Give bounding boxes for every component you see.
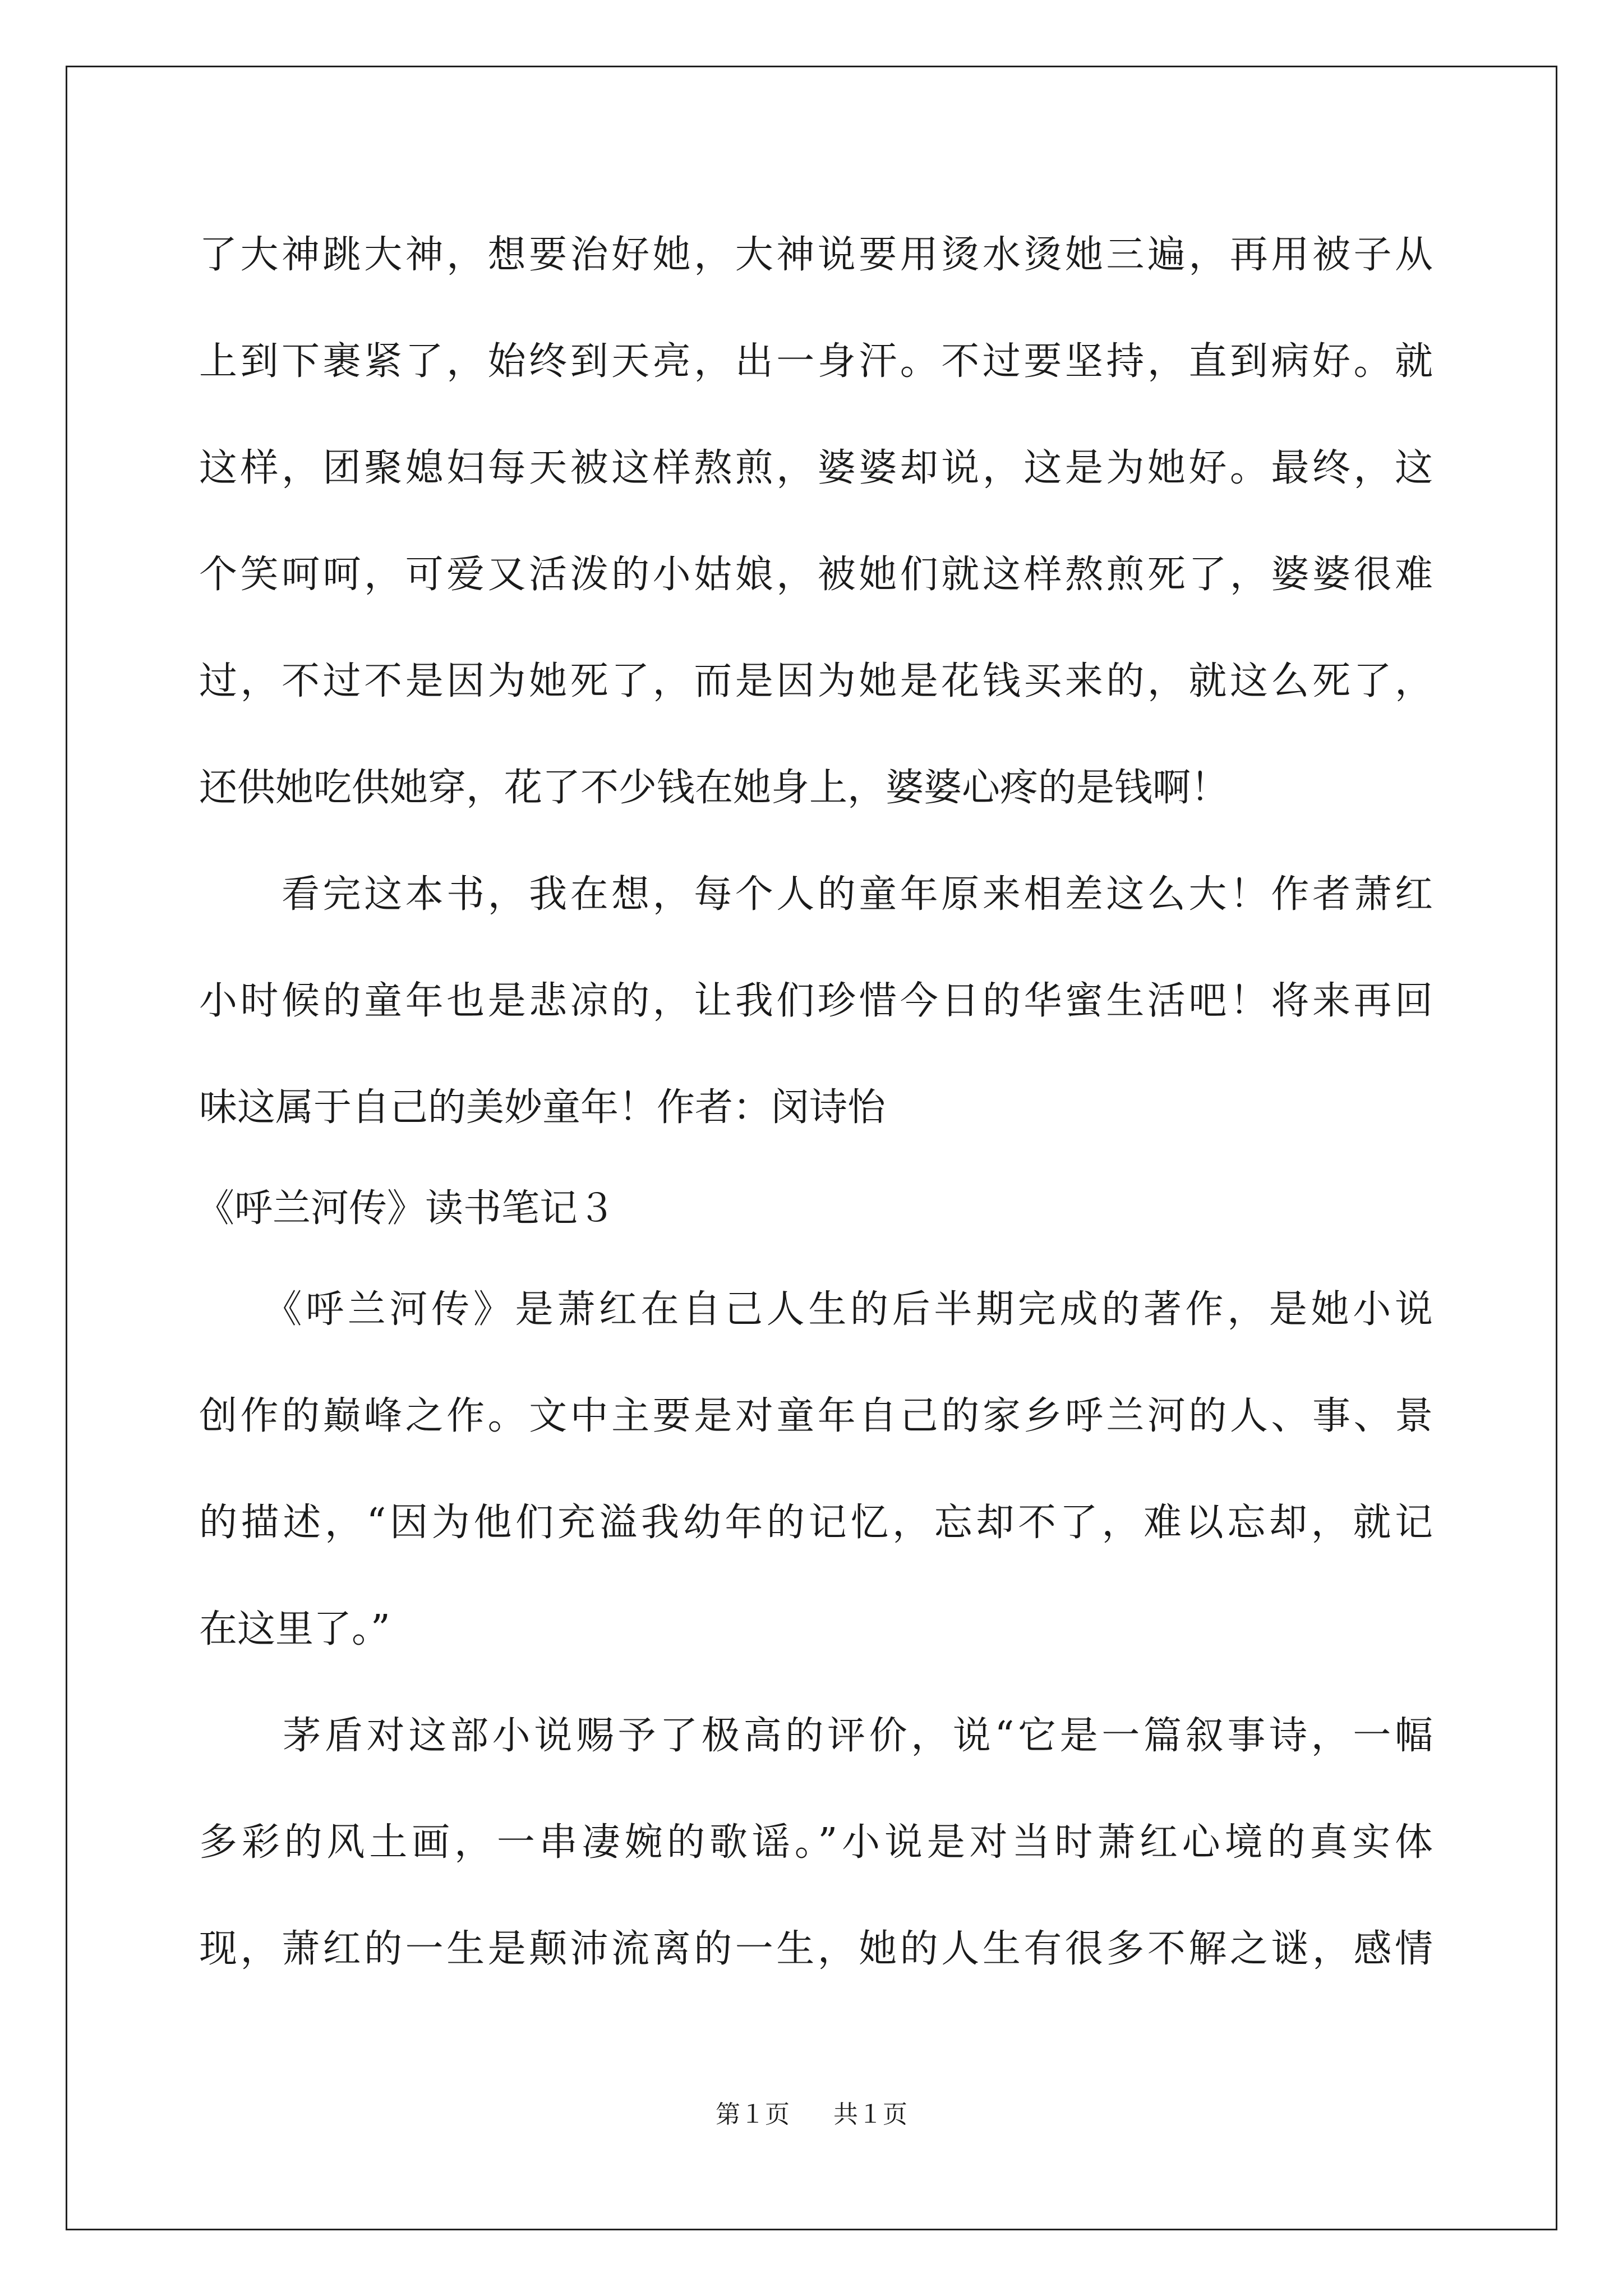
page-footer xyxy=(0,2098,1623,2132)
text-line: 还供她吃供她穿，花了不少钱在她身上，婆婆心疼的是钱啊！ xyxy=(199,766,1229,810)
text-line: 过，不过不是因为她死了，而是因为她是花钱买来的，就这么死了， xyxy=(199,659,1433,703)
text-line: 《呼兰河传》是萧红在自己人生的后半期完成的著作，是她小说 xyxy=(199,1287,1433,1332)
text-line: 了大神跳大神，想要治好她，大神说要用烫水烫她三遍，再用被子从 xyxy=(199,233,1433,277)
text-line: 个笑呵呵，可爱又活泼的小姑娘，被她们就这样熬煎死了，婆婆很难 xyxy=(199,553,1433,597)
text-line: 现，萧红的一生是颠沛流离的一生，她的人生有很多不解之谜，感情 xyxy=(199,1927,1433,1971)
page-number: 第１页 xyxy=(716,2100,790,2129)
text-line: 的描述，“因为他们充溢我幼年的记忆，忘却不了，难以忘却，就记 xyxy=(199,1501,1433,1545)
page-total: 共１页 xyxy=(833,2100,907,2129)
text-line: 创作的巅峰之作。文中主要是对童年自己的家乡呼兰河的人、事、景 xyxy=(199,1394,1433,1438)
text-line: 上到下裹紧了，始终到天亮，出一身汗。不过要坚持，直到病好。就 xyxy=(199,339,1433,384)
text-line: 看完这本书，我在想，每个人的童年原来相差这么大！作者萧红 xyxy=(199,872,1433,917)
text-line: 多彩的风土画，一串凄婉的歌谣。”小说是对当时萧红心境的真实体 xyxy=(199,1820,1433,1865)
section-heading: 《呼兰河传》读书笔记３ xyxy=(196,1186,616,1231)
paragraph-evaluation xyxy=(199,1683,1433,2003)
paragraph-intro xyxy=(199,1257,1433,1683)
text-line: 在这里了。” xyxy=(199,1607,390,1651)
text-line: 这样，团聚媳妇每天被这样熬煎，婆婆却说，这是为她好。最终，这 xyxy=(199,446,1433,490)
text-line: 味这属于自己的美妙童年！作者：闵诗怡 xyxy=(199,1085,886,1130)
text-line: 小时候的童年也是悲凉的，让我们珍惜今日的华蜜生活吧！将来再回 xyxy=(199,979,1433,1023)
paragraph-continued xyxy=(199,202,1433,841)
text-line: 茅盾对这部小说赐予了极高的评价，说“它是一篇叙事诗，一幅 xyxy=(199,1714,1433,1758)
document-body xyxy=(196,202,1433,2003)
paragraph-reflection xyxy=(199,841,1433,1161)
